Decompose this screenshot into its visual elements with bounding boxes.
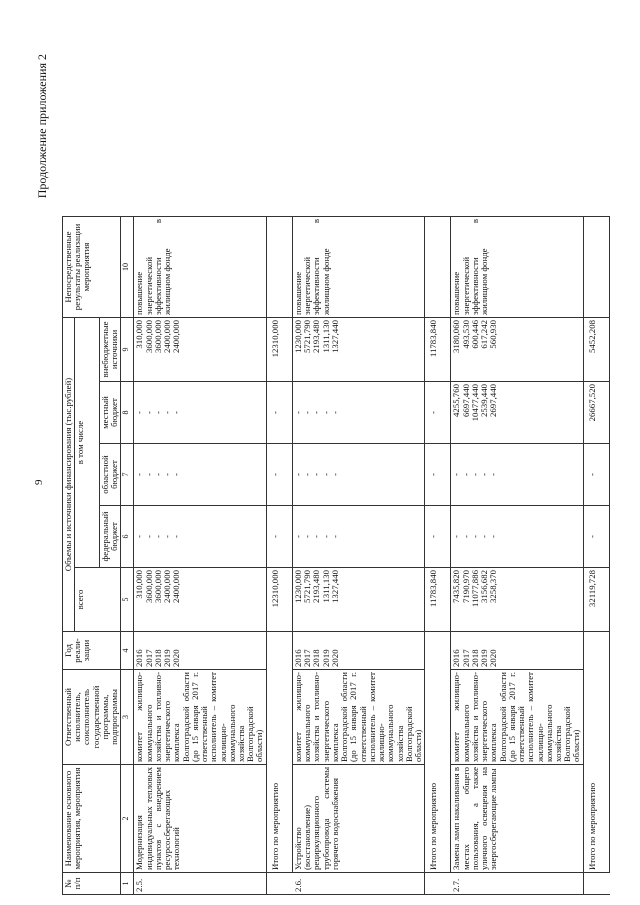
row-extrabudget: 1230,000 5721,790 2193,480 1311,130 1327,440 bbox=[292, 318, 424, 382]
total-regional: - bbox=[266, 444, 292, 506]
row-years: 2016 2017 2018 2019 2020 bbox=[292, 632, 424, 670]
row-total: 310,000 3600,000 3600,000 2400,000 2400,000 bbox=[134, 568, 266, 632]
row-result: повышение энергетической эффективности в жилищном фонде bbox=[134, 217, 266, 318]
row-responsible: комитет жилищно-коммунального хозяйства и топливно-энергетического комплекса Волгоградской области (до 15 января 2017 г. ответственный исполнитель – комитет жилищно-коммунального хозяйства Волгоградской области) bbox=[292, 670, 424, 765]
row-regional: - - - - - bbox=[134, 444, 266, 506]
col-number: 5 bbox=[121, 568, 134, 632]
total-local: - bbox=[266, 382, 292, 444]
row-local: - - - - - bbox=[134, 382, 266, 444]
header-federal: федеральный бюджет bbox=[99, 506, 120, 568]
total-row bbox=[266, 217, 292, 895]
header-total: всего bbox=[75, 568, 121, 632]
total-regional: - bbox=[425, 444, 451, 506]
total-regional: - bbox=[583, 444, 609, 506]
col-number: 2 bbox=[121, 765, 134, 873]
total-label: Итого по мероприятию bbox=[266, 632, 292, 873]
row-federal: - - - - - bbox=[451, 506, 583, 568]
row-result: повышение энергетической эффективности в жилищном фонде bbox=[292, 217, 424, 318]
row-local: - - - - - bbox=[292, 382, 424, 444]
col-number: 8 bbox=[121, 382, 134, 444]
header-name: Наименование основного мероприятия, мероприятия bbox=[63, 765, 121, 873]
header-extrabudget: внебюджетные источники bbox=[99, 318, 120, 382]
header-result: Непосредственные результаты реализации мероприятия bbox=[63, 217, 121, 318]
table-row bbox=[292, 217, 424, 895]
col-number: 7 bbox=[121, 444, 134, 506]
program-table bbox=[62, 216, 610, 895]
page-number: 9 bbox=[33, 479, 45, 485]
col-number: 10 bbox=[121, 217, 134, 318]
row-total: 7435,820 7190,970 11077,886 3156,682 3258,370 bbox=[451, 568, 583, 632]
total-local: - bbox=[425, 382, 451, 444]
row-num: 2.5. bbox=[134, 873, 266, 895]
total-federal: - bbox=[583, 506, 609, 568]
row-federal: - - - - - bbox=[292, 506, 424, 568]
header-num: № п/п bbox=[63, 873, 121, 895]
row-years: 2016 2017 2018 2019 2020 bbox=[451, 632, 583, 670]
row-regional: - - - - - bbox=[451, 444, 583, 506]
total-value: 32119,728 bbox=[583, 568, 609, 632]
col-number: 1 bbox=[121, 873, 134, 895]
header-local: местный бюджет bbox=[99, 382, 120, 444]
header-regional: областной бюджет bbox=[99, 444, 120, 506]
total-federal: - bbox=[266, 506, 292, 568]
row-local: 4255,760 6697,440 10477,440 2539,440 2697,440 bbox=[451, 382, 583, 444]
total-label: Итого по мероприятию bbox=[583, 632, 609, 873]
continuation-title: Продолжение приложения 2 bbox=[35, 54, 49, 199]
row-responsible: комитет жилищно-коммунального хозяйства и топливно-энергетического комплекса Волгоградской области (до 15 января 2017 г. ответственный исполнитель – комитет жилищно-коммунального хозяйства Волгоградской области) bbox=[451, 670, 583, 765]
total-row bbox=[583, 217, 609, 895]
total-value: 12310,000 bbox=[266, 568, 292, 632]
col-number: 3 bbox=[121, 670, 134, 765]
total-extrabudget: 11783,840 bbox=[425, 318, 451, 382]
row-responsible: комитет жилищно-коммунального хозяйства и топливно-энергетического комплекса Волгоградской области (до 15 января 2017 г. ответственный исполнитель – комитет жилищно-коммунального хозяйства Волгоградской области) bbox=[134, 670, 266, 765]
row-result: повышение энергетической эффективности в жилищном фонде bbox=[451, 217, 583, 318]
total-extrabudget: 12310,000 bbox=[266, 318, 292, 382]
total-row bbox=[425, 217, 451, 895]
row-total: 1230,000 5721,790 2193,480 1311,130 1327,440 bbox=[292, 568, 424, 632]
header-responsible: Ответственный исполнитель, соисполнитель государственной программы, подпрограммы bbox=[63, 670, 121, 765]
row-regional: - - - - - bbox=[292, 444, 424, 506]
header-including: в том числе bbox=[75, 318, 100, 568]
row-num: 2.7. bbox=[451, 873, 583, 895]
document-sheet bbox=[35, 40, 635, 895]
row-name: Замена ламп накаливания в местах общего пользования, а также уличного освещения на энергосберегающие лампы bbox=[451, 765, 583, 873]
row-name: Устройство (восстановление) рециркуляционного трубопровода системы горячего водоснабжения bbox=[292, 765, 424, 873]
total-value: 11783,840 bbox=[425, 568, 451, 632]
table-row bbox=[134, 217, 266, 895]
total-federal: - bbox=[425, 506, 451, 568]
row-name: Модернизация индивидуальных тепловых пунктов с внедрением ресурсосберегающих технологий bbox=[134, 765, 266, 873]
total-local: 26667,520 bbox=[583, 382, 609, 444]
row-extrabudget: 310,000 3600,000 3600,000 2400,000 2400,000 bbox=[134, 318, 266, 382]
header-funding: Объемы и источники финансирования (тыс.рублей) bbox=[63, 318, 75, 632]
total-label: Итого по мероприятию bbox=[425, 632, 451, 873]
row-years: 2016 2017 2018 2019 2020 bbox=[134, 632, 266, 670]
row-num: 2.6. bbox=[292, 873, 424, 895]
col-number: 9 bbox=[121, 318, 134, 382]
total-extrabudget: 5452,208 bbox=[583, 318, 609, 382]
row-federal: - - - - - bbox=[134, 506, 266, 568]
header-year: Год реали-зации bbox=[63, 632, 121, 670]
col-number: 4 bbox=[121, 632, 134, 670]
table-row bbox=[451, 217, 583, 895]
row-extrabudget: 3180,060 493,530 600,446 617,242 560,930 bbox=[451, 318, 583, 382]
col-number: 6 bbox=[121, 506, 134, 568]
